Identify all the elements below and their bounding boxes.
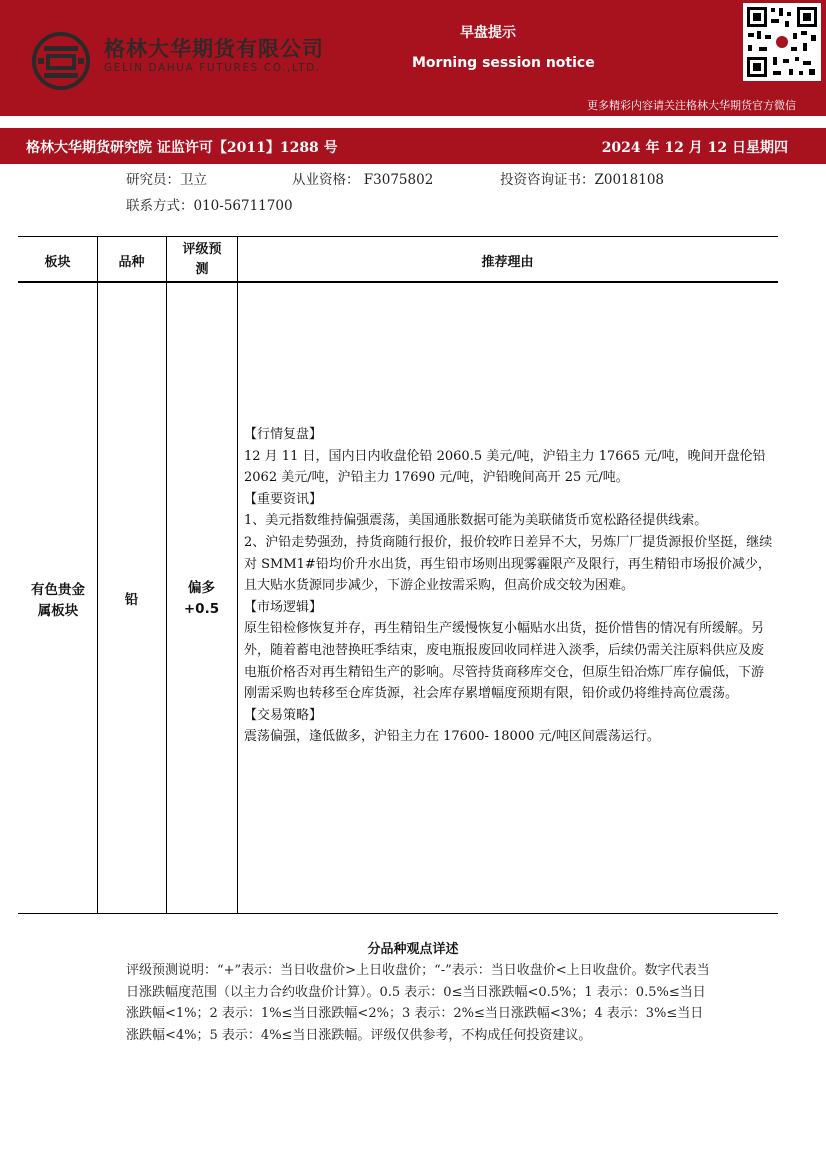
col-divider <box>237 237 238 914</box>
reason-heading: 【重要资讯】 <box>244 491 323 507</box>
cell-sector: 有色贵金属板块 <box>31 582 85 619</box>
header-sector: 板块 <box>44 255 71 270</box>
cell-rating-direction: 偏多 <box>188 580 215 596</box>
recommendation-reason <box>244 424 774 748</box>
reason-paragraph: 原生铅检修恢复并存，再生精铅生产缓慢恢复小幅贴水出货，挺价惜售的情况有所缓解。另外，随着蓄电池替换旺季结束，废电瓶报废回收同样进入淡季，后续仍需关注原料供应及废电瓶价格否对再生精铅生产的影响。尽管持货商移库交仓，但原生铅冶炼厂库存偏低，下游刚需采购也转移至仓库货源，社会库存累增幅度预期有限，铅价或仍将维持高位震荡。 <box>244 621 765 702</box>
header-banner <box>0 0 826 116</box>
reason-paragraph: 12 月 11 日，国内日内收盘伦铅 2060.5 美元/吨，沪铅主力 17665 元/吨，晚间开盘伦铅 2062 美元/吨，沪铅主力 17690 元/吨，沪铅晚间高开 25 元/吨。 <box>244 448 766 486</box>
company-name-cn: 格林大华期货有限公司 <box>104 37 324 61</box>
table-bottom-border <box>18 913 778 914</box>
table-top-border <box>18 236 778 237</box>
reason-heading: 【市场逻辑】 <box>244 599 323 615</box>
qualification-number: 从业资格： F3075802 <box>292 172 434 188</box>
contact-phone: 联系方式：010-56711700 <box>126 198 293 214</box>
reason-heading: 【交易策略】 <box>244 707 323 723</box>
header-rating: 评级预测 <box>182 242 222 277</box>
col-divider <box>166 237 167 914</box>
institute-license: 格林大华期货研究院 证监许可【2011】1288 号 <box>26 140 338 156</box>
wechat-qr-code-icon <box>743 3 821 81</box>
section-title: 分品种观点详述 <box>367 942 459 957</box>
report-date: 2024 年 12 月 12 日星期四 <box>601 140 788 156</box>
advisory-certificate: 投资咨询证书：Z0018108 <box>500 172 665 188</box>
cell-rating-value: +0.5 <box>183 601 220 617</box>
cell-variety: 铅 <box>124 592 139 608</box>
company-logo-icon <box>30 30 92 92</box>
header-variety: 品种 <box>118 255 145 270</box>
report-title: 早盘提示 <box>460 25 516 41</box>
institute-banner <box>0 128 826 164</box>
reason-paragraph: 1、美元指数维持偏强震荡，美国通胀数据可能为美联储货币宽松路径提供线索。 <box>244 513 708 529</box>
reason-paragraph: 震荡偏强，逢低做多，沪铅主力在 17600- 18000 元/吨区间震荡运行。 <box>244 729 660 745</box>
header-reason: 推荐理由 <box>481 255 534 270</box>
rating-legend: 评级预测说明：“+”表示：当日收盘价>上日收盘价；“-”表示：当日收盘价<上日收盘价。数字代表当日涨跌幅度范围（以主力合约收盘价计算）。0.5 表示：0≤当日涨跌幅<0.5%；1 表示：0.5%≤当日涨跌幅<1%；2 表示：1%≤当日涨跌幅<2%；3 表示：2%≤当日涨跌幅<3%；4 表示：3%≤当日涨跌幅<4%；5 表示：4%≤当日涨跌幅。评级仅供参考，不构成任何投资建议。 <box>126 963 710 1043</box>
col-divider <box>97 237 98 914</box>
company-name-en: GELIN DAHUA FUTURES CO.,LTD. <box>104 62 321 74</box>
report-subtitle: Morning session notice <box>412 55 595 71</box>
reason-paragraph: 2、沪铅走势强劲，持货商随行报价，报价较昨日差异不大，另炼厂厂提货源报价坚挺，继续对 SMM1#铅均价升水出货，再生铅市场则出现雾霾限产及限行，再生精铅市场报价减少，且大贴水货源同步减少，下游企业按需采购，但高价成交较为困难。 <box>244 534 773 594</box>
researcher-name: 研究员：卫立 <box>126 172 207 188</box>
reason-heading: 【行情复盘】 <box>244 427 323 442</box>
table-header-border <box>18 281 778 283</box>
wechat-follow-note: 更多精彩内容请关注格林大华期货官方微信 <box>587 99 796 112</box>
